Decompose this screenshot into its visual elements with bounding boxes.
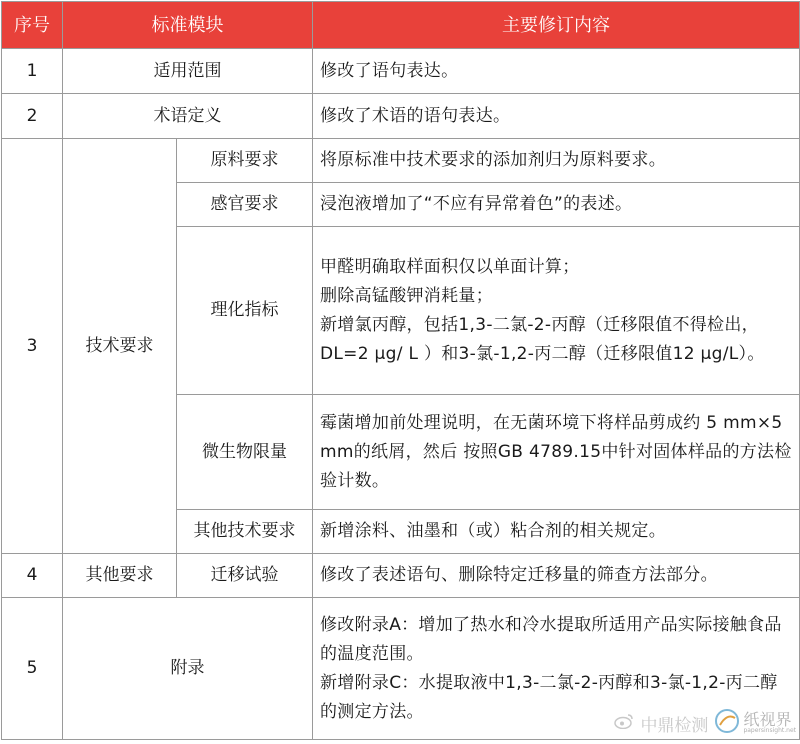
content-line: 新增氯丙醇，包括1,3-二氯-2-丙醇（迁移限值不得检出，DL=2 μg/ L ）和3-氯-1,2-丙二醇（迁移限值12 μg/L）。 bbox=[320, 314, 765, 364]
module-cell: 技术要求 bbox=[63, 139, 177, 554]
table-header-row bbox=[2, 2, 800, 49]
content-cell: 修改了表述语句、删除特定迁移量的筛查方法部分。 bbox=[313, 554, 800, 598]
submodule-cell: 理化指标 bbox=[177, 227, 313, 395]
revision-table bbox=[1, 1, 800, 740]
module-cell: 术语定义 bbox=[63, 94, 313, 139]
module-cell: 适用范围 bbox=[63, 49, 313, 94]
row-number: 5 bbox=[2, 598, 63, 740]
content-line: 新增附录C：水提取液中1,3-二氯-2-丙醇和3-氯-1,2-丙二醇的测定方法。 bbox=[320, 672, 778, 722]
content-line: 删除高锰酸钾消耗量； bbox=[320, 285, 493, 306]
content-cell bbox=[313, 598, 800, 740]
content-cell: 修改了语句表达。 bbox=[313, 49, 800, 94]
content-cell bbox=[313, 227, 800, 395]
table-row bbox=[2, 139, 800, 183]
content-line: 甲醛明确取样面积仅以单面计算； bbox=[320, 256, 580, 277]
content-cell: 新增涂料、油墨和（或）粘合剂的相关规定。 bbox=[313, 510, 800, 554]
table-row bbox=[2, 598, 800, 740]
content-line: 修改附录A：增加了热水和冷水提取所适用产品实际接触食品的温度范围。 bbox=[320, 614, 782, 664]
submodule-cell: 其他技术要求 bbox=[177, 510, 313, 554]
submodule-cell: 感官要求 bbox=[177, 183, 313, 227]
table-row bbox=[2, 554, 800, 598]
logo-url: papersinsight.net bbox=[743, 727, 796, 734]
watermark-account: 中鼎检测 bbox=[640, 715, 709, 736]
row-number: 2 bbox=[2, 94, 63, 139]
content-cell: 霉菌增加前处理说明，在无菌环境下将样品剪成约 5 mm×5 mm的纸屑，然后 按照GB 4789.15中针对固体样品的方法检验计数。 bbox=[313, 395, 800, 510]
submodule-cell: 原料要求 bbox=[177, 139, 313, 183]
row-number: 1 bbox=[2, 49, 63, 94]
header-module: 标准模块 bbox=[63, 2, 313, 49]
table-row bbox=[2, 49, 800, 94]
module-cell: 其他要求 bbox=[63, 554, 177, 598]
row-number: 3 bbox=[2, 139, 63, 554]
submodule-cell: 迁移试验 bbox=[177, 554, 313, 598]
content-cell: 修改了术语的语句表达。 bbox=[313, 94, 800, 139]
submodule-cell: 微生物限量 bbox=[177, 395, 313, 510]
header-content: 主要修订内容 bbox=[313, 2, 800, 49]
content-cell: 浸泡液增加了“不应有异常着色”的表述。 bbox=[313, 183, 800, 227]
header-no: 序号 bbox=[2, 2, 63, 49]
logo-text: 纸视界 bbox=[743, 710, 792, 729]
row-number: 4 bbox=[2, 554, 63, 598]
table-row bbox=[2, 94, 800, 139]
content-cell: 将原标准中技术要求的添加剂归为原料要求。 bbox=[313, 139, 800, 183]
module-cell: 附录 bbox=[63, 598, 313, 740]
